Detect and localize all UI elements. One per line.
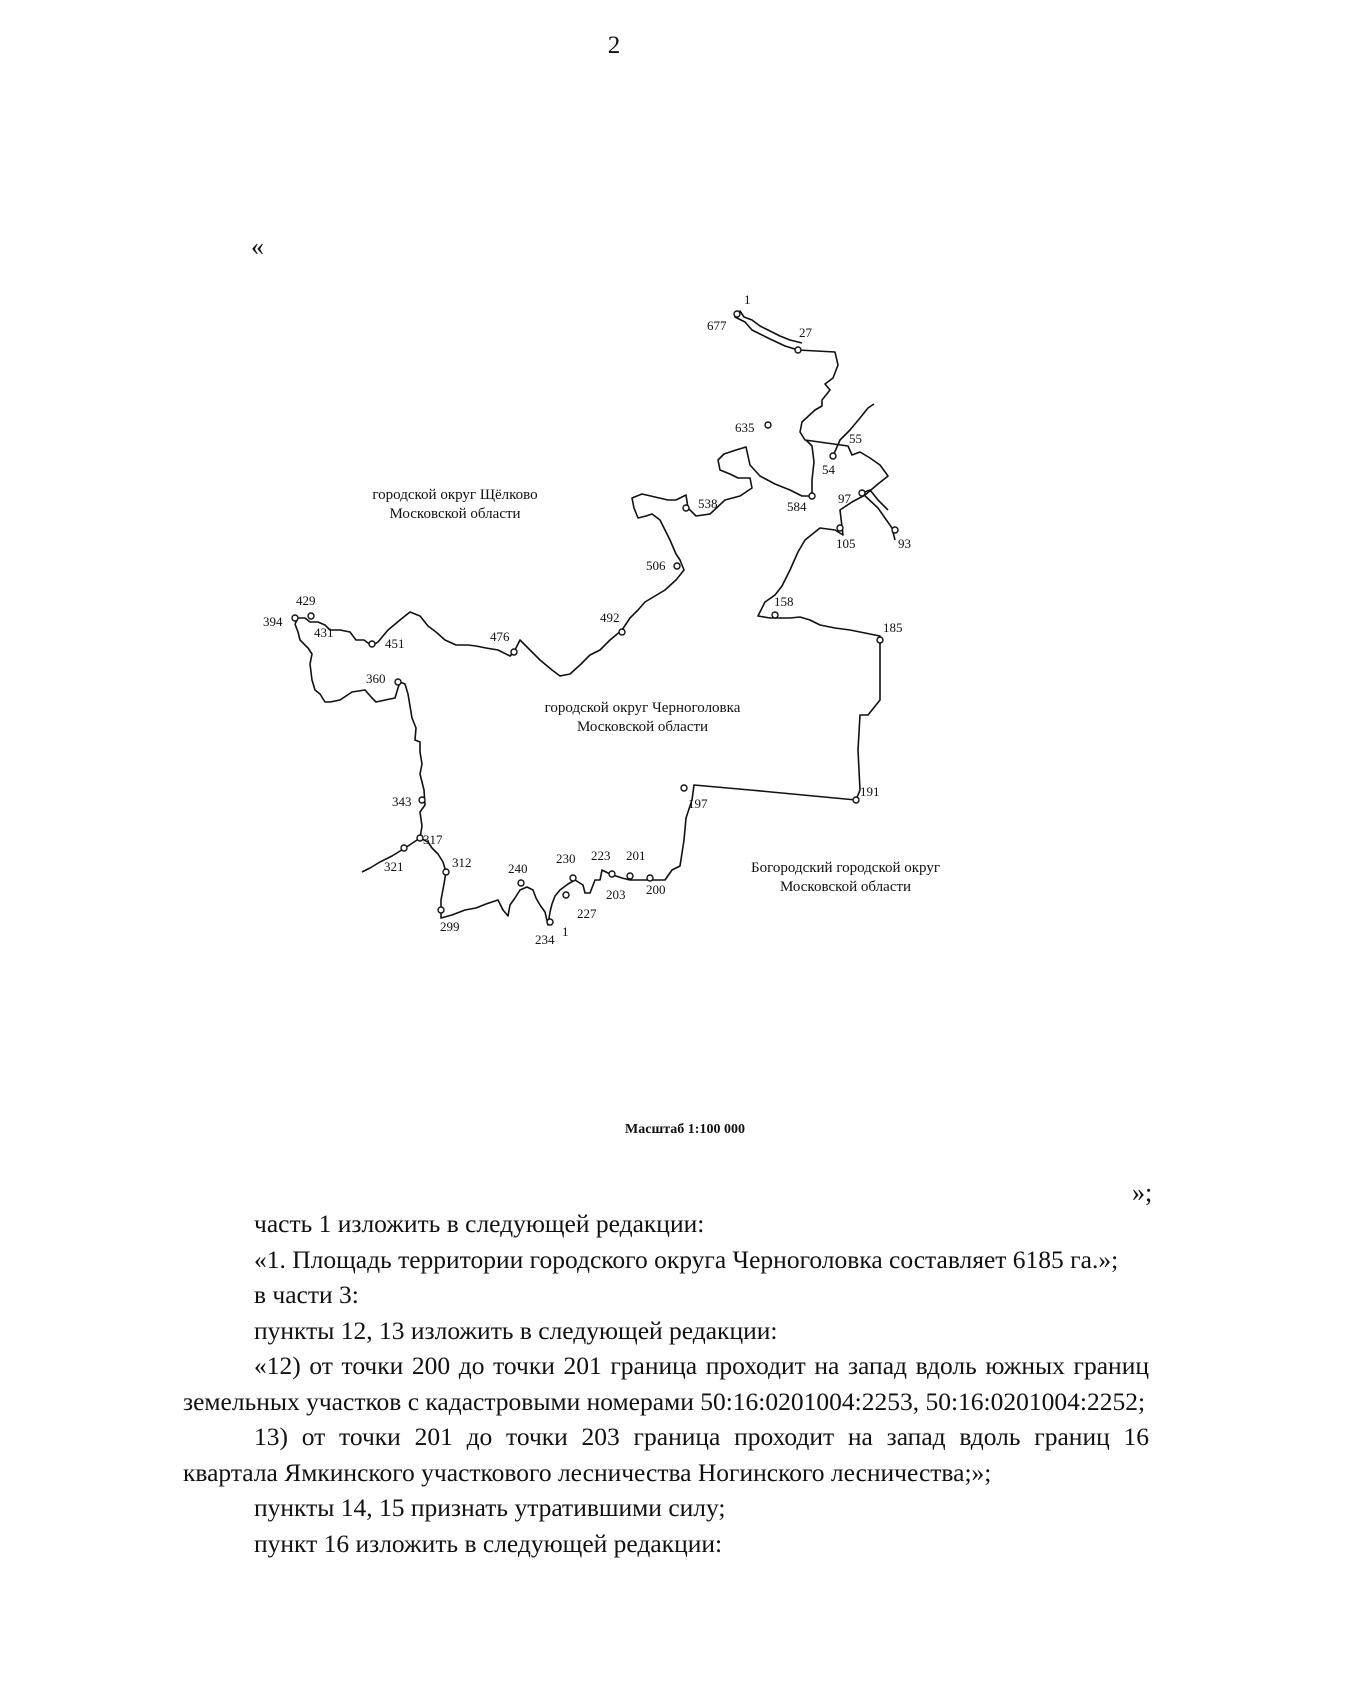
point-label: 492 (600, 610, 620, 625)
boundary-point (734, 311, 740, 317)
point-label: 105 (836, 536, 856, 551)
point-label: 677 (707, 318, 727, 333)
point-label: 223 (591, 848, 611, 863)
boundary-point (395, 679, 401, 685)
boundary-point (765, 422, 771, 428)
point-label: 227 (577, 906, 597, 921)
opening-quote: « (251, 232, 264, 261)
boundary-point (609, 871, 615, 877)
boundary-point (683, 505, 689, 511)
boundary-line (295, 311, 888, 925)
point-label: 201 (626, 848, 646, 863)
boundary-point (853, 797, 859, 803)
point-label: 185 (883, 620, 903, 635)
label-bogorodsky (728, 859, 963, 897)
point-label: 197 (688, 796, 708, 811)
boundary-point (511, 649, 517, 655)
boundary-point (877, 637, 883, 643)
closing-quote: »; (1132, 1178, 1153, 1207)
paragraph: пункты 14, 15 признать утратившими силу; (254, 1493, 726, 1522)
point-label: 317 (423, 832, 443, 847)
point-label: 635 (735, 420, 755, 435)
point-label: 476 (490, 629, 510, 644)
label-schelkovo (350, 486, 560, 524)
boundary-point (570, 875, 576, 881)
boundary-point (419, 797, 425, 803)
boundary-point (681, 785, 687, 791)
point-label: 431 (314, 625, 334, 640)
point-label: 451 (385, 636, 405, 651)
boundary-point (772, 612, 778, 618)
point-label: 191 (860, 784, 880, 799)
label-line: городской округ Щёлково (372, 487, 538, 503)
boundary-point (892, 527, 898, 533)
body-text (183, 1206, 1149, 1561)
point-label: 234 (535, 932, 555, 947)
paragraph: часть 1 изложить в следующей редакции: (254, 1209, 705, 1238)
point-label: 240 (508, 861, 528, 876)
boundary-point (647, 875, 653, 881)
point-label: 200 (646, 882, 666, 897)
point-label: 203 (606, 887, 626, 902)
point-label: 27 (799, 325, 812, 340)
label-line: Богородский городской округ (750, 860, 941, 876)
boundary-point (438, 907, 444, 913)
boundary-point (308, 613, 314, 619)
paragraph: «12) от точки 200 до точки 201 граница проходит на запад вдоль южных границ земельных участков с кадастровыми номерами 50:16:0201004:2253, 50:16:0201004:2252; (183, 1351, 1149, 1416)
point-label: 360 (366, 671, 386, 686)
paragraph: «1. Площадь территории городского округа Черноголовка составляет 6185 га.»; (254, 1244, 1119, 1274)
boundary-map (0, 292, 1200, 1160)
point-label: 312 (452, 855, 472, 870)
point-label: 1 (562, 924, 569, 939)
point-label: 429 (296, 593, 316, 608)
label-line: Московской области (576, 719, 709, 735)
point-label: 97 (838, 491, 851, 506)
boundary-point (563, 892, 569, 898)
point-label: 506 (646, 558, 666, 573)
boundary-point (619, 629, 625, 635)
point-label: 54 (822, 462, 835, 477)
label-line: Московской области (779, 879, 912, 895)
point-label: 55 (849, 431, 862, 446)
point-label: 394 (263, 614, 283, 629)
point-label: 158 (774, 594, 794, 609)
boundary-point (809, 493, 815, 499)
map-scale: Масштаб 1:100 000 (625, 1122, 745, 1137)
point-label: 343 (392, 794, 412, 809)
boundary-point (837, 525, 843, 531)
label-line: городской округ Черноголовка (544, 700, 741, 716)
boundary-point (443, 869, 449, 875)
label-line: Московской области (389, 506, 521, 522)
boundary-point (674, 563, 680, 569)
boundary-point (369, 641, 375, 647)
point-label: 299 (440, 919, 460, 934)
page-number: 2 (607, 32, 621, 59)
point-label: 230 (556, 851, 576, 866)
boundary-line (862, 490, 888, 510)
point-label: 1 (744, 292, 751, 307)
boundary-point (518, 880, 524, 886)
point-label: 321 (384, 859, 404, 874)
boundary-point (795, 347, 801, 353)
boundary-point (292, 615, 298, 621)
point-label: 538 (698, 496, 718, 511)
boundary-line (833, 404, 874, 456)
boundary-point (401, 845, 407, 851)
paragraph: в части 3: (254, 1280, 359, 1309)
point-label: 584 (787, 499, 807, 514)
paragraph: пункт 16 изложить в следующей редакции: (254, 1528, 723, 1558)
paragraph: пункты 12, 13 изложить в следующей редакции: (254, 1315, 778, 1345)
point-label: 93 (898, 536, 911, 551)
boundary-point (830, 453, 836, 459)
boundary-point (547, 919, 553, 925)
paragraph: 13) от точки 201 до точки 203 граница проходит на запад вдоль границ 16 квартала Ямкинского участкового лесничества Ногинского лесничества;»; (183, 1422, 1149, 1487)
boundary-point (627, 873, 633, 879)
boundary-point (859, 490, 865, 496)
label-chernogolovka (520, 699, 765, 737)
